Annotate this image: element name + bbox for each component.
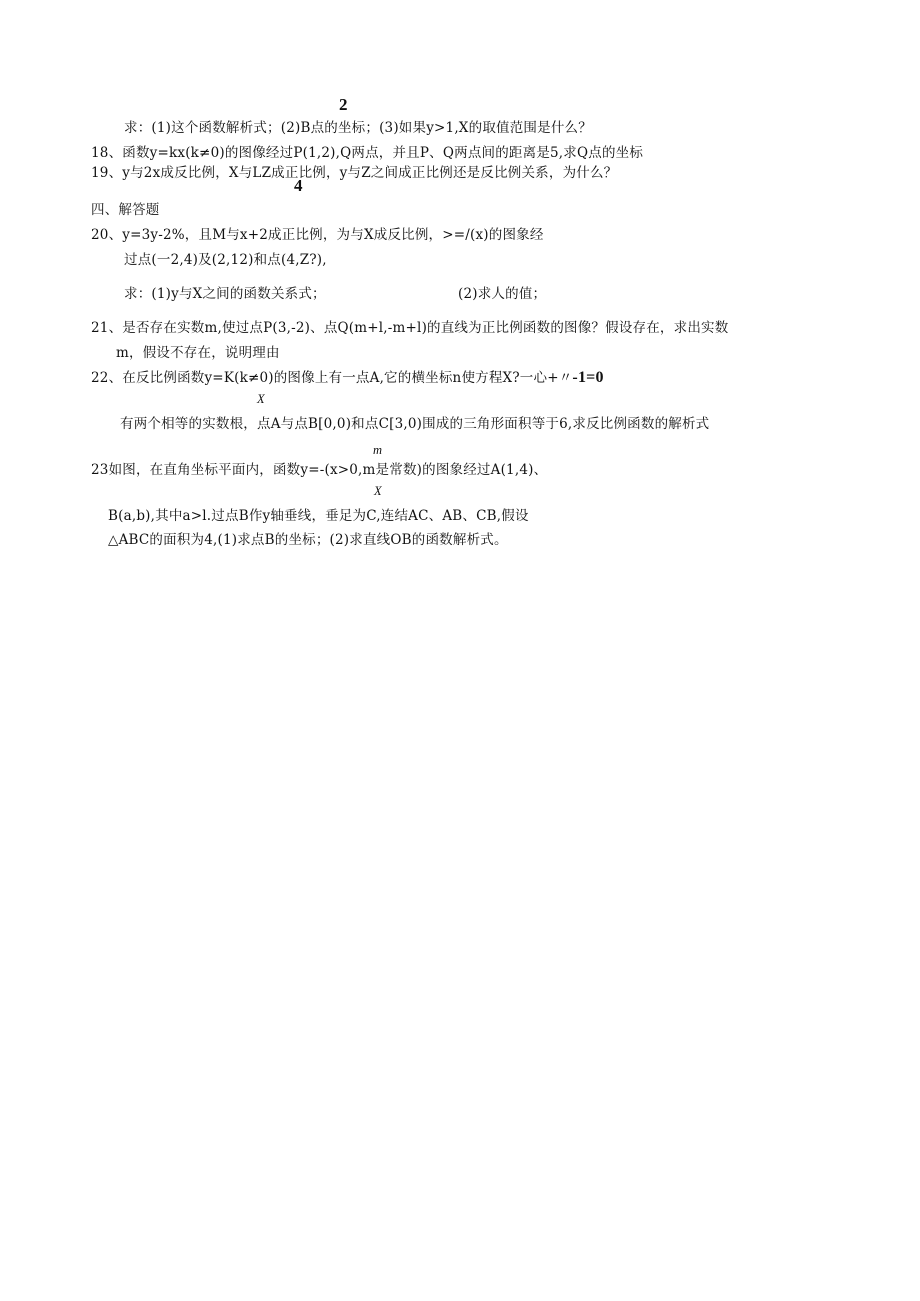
q20-ask2: (2)求人的值； xyxy=(458,286,547,302)
q20-ask1: 求：(1)y与X之间的函数关系式； xyxy=(124,286,326,302)
subscript-four: 4 xyxy=(294,176,303,195)
q22-line1 xyxy=(91,370,604,386)
q23-line3: △ABC的面积为4,(1)求点B的坐标；(2)求直线OB的函数解析式。 xyxy=(108,532,508,548)
q17-ask-text: 求：(1)这个函数解析式；(2)B点的坐标；(3)如果y>1,X的取值范围是什么？ xyxy=(124,120,592,136)
q19-text: 19、y与2x成反比例，X与LZ成正比例，y与Z之间成正比例还是反比例关系，为什么？ xyxy=(91,165,618,181)
q20-line1: 20、y=3y-2%，且M与x+2成正比例，为与X成反比例，>=/(x)的图象经 xyxy=(91,227,544,243)
section-title: 四、解答题 xyxy=(91,202,160,218)
q23-line1: 23如图，在直角坐标平面内，函数y=-(x>0,m是常数)的图象经过A(1,4)、 xyxy=(91,462,548,478)
q22-fraction-denominator: X xyxy=(257,392,265,406)
q22-line1-text: 22、在反比例函数y=K(k≠0)的图像上有一点A,它的横坐标n使方程X?一心+〃 xyxy=(91,370,573,386)
q23-fraction-denominator: X xyxy=(374,484,382,498)
q21-line2: m，假设不存在，说明理由 xyxy=(116,345,280,361)
q22-equation: -1=0 xyxy=(572,369,604,386)
q20-line2: 过点(一2,4)及(2,12)和点(4,Z?), xyxy=(124,252,327,268)
q23-fraction-numerator: m xyxy=(373,443,383,457)
q22-line2: 有两个相等的实数根，点A与点B[0,0)和点C[3,0)围成的三角形面积等于6,求反比例函数的解析式 xyxy=(120,416,710,432)
q21-line1: 21、是否存在实数m,使过点P(3,-2)、点Q(m+l,-m+l)的直线为正比例函数的图像？假设存在，求出实数 xyxy=(91,320,729,336)
superscript-two: 2 xyxy=(339,95,348,114)
q23-line2: B(a,b),其中a>l.过点B作y轴垂线，垂足为C,连结AC、AB、CB,假设 xyxy=(108,508,529,524)
q18-text: 18、函数y=kx(k≠0)的图像经过P(1,2),Q两点，并且P、Q两点间的距离是5,求Q点的坐标 xyxy=(91,145,644,161)
